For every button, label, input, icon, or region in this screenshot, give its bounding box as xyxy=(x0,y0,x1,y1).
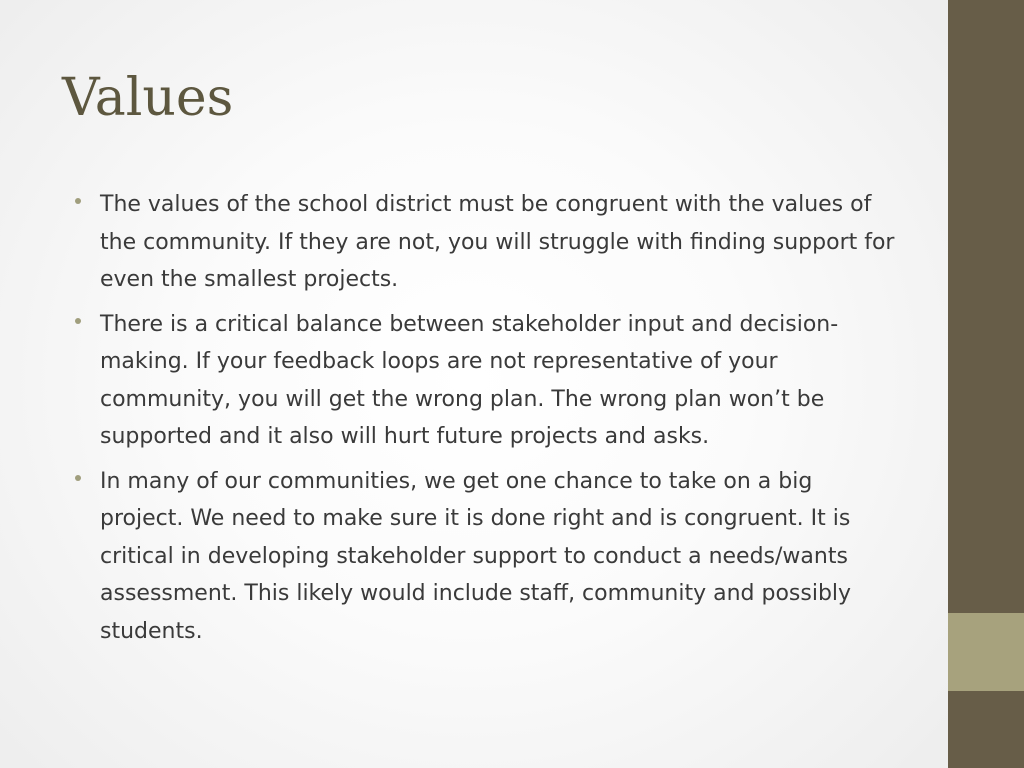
decorative-side-accent xyxy=(948,613,1024,691)
bullet-item xyxy=(72,186,902,299)
bullet-text: There is a critical balance between stakeholder input and decision-making. If your feedback loops are not representative of your community, you will get the wrong plan. The wrong plan won’t be supported and it also will hurt future projects and asks. xyxy=(100,311,839,449)
bullet-text: The values of the school district must be congruent with the values of the community. If they are not, you will struggle with finding support for even the smallest projects. xyxy=(100,192,895,292)
slide-title: Values xyxy=(62,68,234,128)
bullet-dot-icon xyxy=(75,318,81,324)
bullet-dot-icon xyxy=(75,198,81,204)
bullet-item xyxy=(72,463,902,651)
bullet-item xyxy=(72,306,902,456)
bullet-list xyxy=(72,186,902,650)
bullet-dot-icon xyxy=(75,475,81,481)
bullet-text: In many of our communities, we get one chance to take on a big project. We need to make sure it is done right and is congruent. It is critical in developing stakeholder support to conduct a needs/wants assessment. This likely would include staff, community and possibly students. xyxy=(100,468,852,644)
